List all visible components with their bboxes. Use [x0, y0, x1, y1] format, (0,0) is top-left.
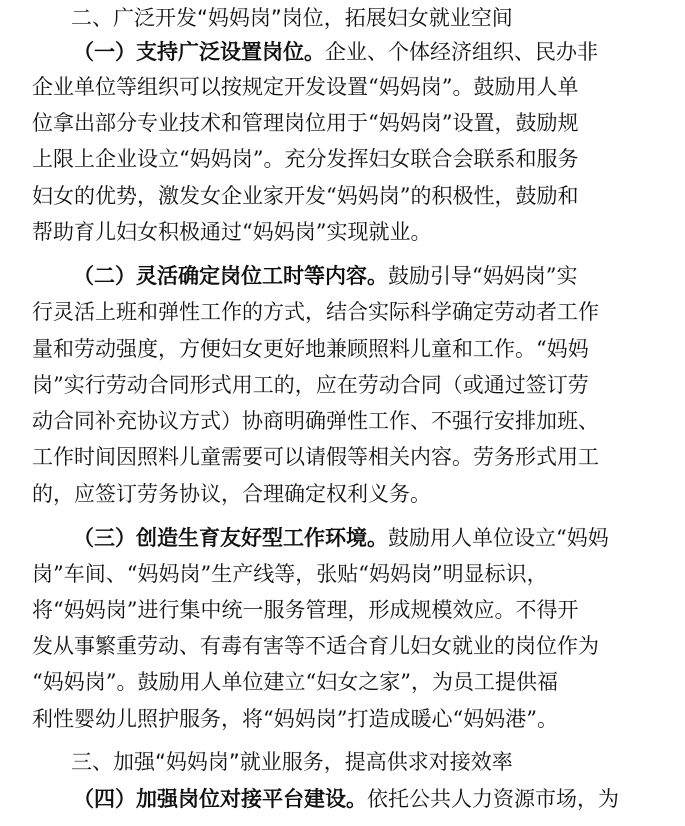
- paragraph-text: 的，应签订劳务协议，合理确定权利义务。: [32, 482, 431, 506]
- paragraph-text: 帮助育儿妇女积极通过“妈妈岗”实现就业。: [32, 220, 432, 244]
- paragraph-text: 企业单位等组织可以按规定开发设置“妈妈岗”。鼓励用人单: [32, 75, 579, 99]
- paragraph-text: 鼓励用人单位设立“妈妈: [388, 526, 609, 550]
- paragraph-line: [32, 294, 685, 330]
- paragraph-line: [73, 258, 685, 294]
- paragraph-line: [32, 628, 685, 664]
- paragraph-text: 行灵活上班和弹性工作的方式，结合实际科学确定劳动者工作: [32, 300, 599, 324]
- paragraph-line: [32, 476, 685, 512]
- subsection-title: （二）灵活确定岗位工时等内容。: [73, 263, 388, 288]
- paragraph-text: 依托公共人力资源市场，为: [367, 787, 619, 811]
- paragraph-line: [32, 439, 685, 475]
- paragraph-line: [32, 592, 685, 628]
- paragraph-text: 工作时间因照料儿童需要可以请假等相关内容。劳务形式用工: [32, 445, 599, 469]
- paragraph-line: [73, 781, 685, 817]
- paragraph-line: [32, 331, 685, 367]
- paragraph-line: [32, 701, 685, 737]
- paragraph-text: 鼓励引导“妈妈岗”实: [388, 264, 578, 288]
- paragraph-text: 动合同补充协议方式）协商明确弹性工作、不强行安排加班、: [32, 409, 599, 433]
- paragraph-line: [73, 520, 685, 556]
- paragraph-text: 上限上企业设立“妈妈岗”。充分发挥妇女联合会联系和服务: [32, 147, 579, 171]
- paragraph-line: [32, 367, 685, 403]
- paragraph-line: [32, 664, 685, 700]
- paragraph-text: 岗”车间、“妈妈岗”生产线等，张贴“妈妈岗”明显标识，: [32, 562, 548, 586]
- paragraph-line: [32, 178, 685, 214]
- subsection-title: （一）支持广泛设置岗位。: [73, 39, 325, 64]
- paragraph-text: “妈妈岗”。鼓励用人单位建立“妇女之家”，为员工提供福: [32, 670, 558, 694]
- paragraph-line: [32, 105, 685, 141]
- subsection-title: （三）创造生育友好型工作环境。: [73, 525, 388, 550]
- paragraph-text: 位拿出部分专业技术和管理岗位用于“妈妈岗”设置，鼓励规: [32, 111, 579, 135]
- section-heading-3: [71, 744, 685, 780]
- subsection-title: （四）加强岗位对接平台建设。: [73, 786, 367, 811]
- paragraph-text: 发从事繁重劳动、有毒有害等不适合育儿妇女就业的岗位作为: [32, 634, 599, 658]
- paragraph-text: 利性婴幼儿照护服务，将“妈妈岗”打造成暖心“妈妈港”。: [32, 707, 558, 731]
- paragraph-line: [73, 34, 685, 70]
- paragraph-line: [32, 214, 685, 250]
- paragraph-line: [32, 556, 685, 592]
- paragraph-line: [32, 403, 685, 439]
- paragraph-text: 岗”实行劳动合同形式用工的，应在劳动合同（或通过签订劳: [32, 373, 589, 397]
- paragraph-line: [32, 69, 685, 105]
- heading-text: 三、加强“妈妈岗”就业服务，提高供求对接效率: [71, 750, 513, 774]
- paragraph-text: 企业、个体经济组织、民办非: [325, 40, 598, 64]
- paragraph-text: 妇女的优势，激发女企业家开发“妈妈岗”的积极性，鼓励和: [32, 184, 579, 208]
- paragraph-text: 将“妈妈岗”进行集中统一服务管理，形成规模效应。不得开: [32, 598, 579, 622]
- heading-text: 二、广泛开发“妈妈岗”岗位，拓展妇女就业空间: [71, 6, 513, 30]
- paragraph-line: [32, 141, 685, 177]
- paragraph-text: 量和劳动强度，方便妇女更好地兼顾照料儿童和工作。“妈妈: [32, 337, 589, 361]
- section-heading-2: [71, 0, 685, 36]
